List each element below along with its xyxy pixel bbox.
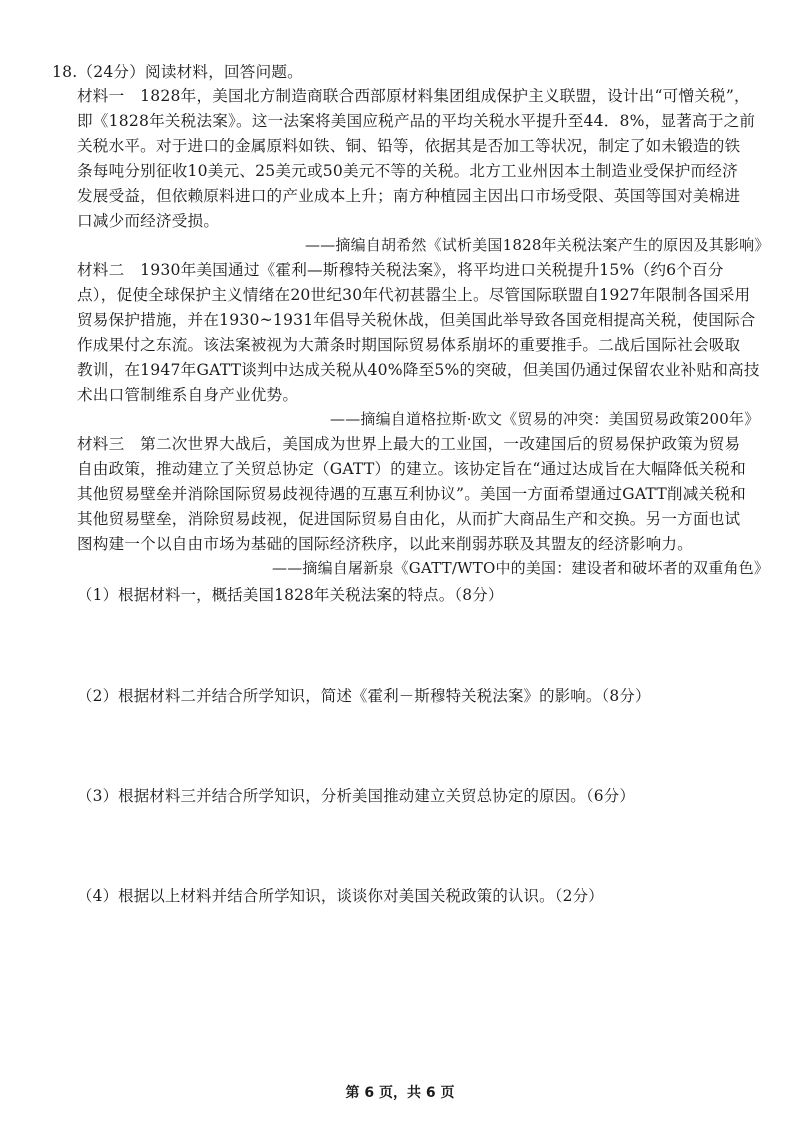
question-header: 18.（24分）阅读材料，回答问题。 xyxy=(52,63,303,81)
material-1-line: 关税水平。对于进口的金属原料如铁、铜、铅等，依据其是否加工等状况，制定了如未锻造的铁 xyxy=(77,137,741,155)
material-2-line: 贸易保护措施，并在1930~1931年倡导关税休战，但美国此举导致各国竞相提高关税，使国际合 xyxy=(77,311,756,329)
material-2-line: 教训，在1947年GATT谈判中达成关税从40%降至5%的突破，但美国仍通过保留农业补贴和高技 xyxy=(77,361,760,379)
material-2-line: 材料二 1930年美国通过《霍利—斯穆特关税法案》，将平均进口关税提升15%（约6个百分 xyxy=(77,261,724,279)
material-2-line: 作成果付之东流。该法案被视为大萧条时期国际贸易体系崩坏的重要推手。二战后国际社会吸取 xyxy=(77,336,741,354)
material-1-line: 发展受益，但依赖原料进口的产业成本上升；南方种植园主因出口市场受限、英国等国对美棉进 xyxy=(77,187,741,205)
material-3-line: 图构建一个以自由市场为基础的国际经济秩序，以此来削弱苏联及其盟友的经济影响力。 xyxy=(77,535,693,553)
material-3-line: 其他贸易壁垒，消除贸易歧视，促进国际贸易自由化，从而扩大商品生产和交换。另一方面也试 xyxy=(77,510,741,528)
sub-question-3: （3）根据材料三并结合所学知识，分析美国推动建立关贸总协定的原因。（6分） xyxy=(77,787,635,805)
material-3-line: 材料三 第二次世界大战后，美国成为世界上最大的工业国，一改建国后的贸易保护政策为贸易 xyxy=(77,435,741,453)
material-2-line: 点），促使全球保护主义情绪在20世纪30年代初甚嚣尘上。尽管国际联盟自1927年限制各国采用 xyxy=(77,286,751,304)
material-3-line: 自由政策，推动建立了关贸总协定（GATT）的建立。该协定旨在“通过达成旨在大幅降低关税和 xyxy=(77,460,746,478)
material-3-line: 其他贸易壁垒并消除国际贸易歧视待遇的互惠互利协议”。美国一方面希望通过GATT削减关税和 xyxy=(77,485,746,503)
material-3-source: ——摘编自屠新泉《GATT/WTO中的美国：建设者和破坏者的双重角色》 xyxy=(272,559,770,577)
sub-question-2: （2）根据材料二并结合所学知识，简述《霍利－斯穆特关税法案》的影响。（8分） xyxy=(77,687,651,705)
material-2-source: ——摘编自道格拉斯·欧文《贸易的冲突：美国贸易政策200年》 xyxy=(330,410,760,428)
material-1-source: ——摘编自胡希然《试析美国1828年关税法案产生的原因及其影响》 xyxy=(305,236,770,254)
material-1-line: 即《1828年关税法案》。这一法案将美国应税产品的平均关税水平提升至44．8%，显著高于之前 xyxy=(77,112,756,130)
sub-question-1: （1）根据材料一，概括美国1828年关税法案的特点。（8分） xyxy=(77,586,504,604)
material-1-line: 材料一 1828年，美国北方制造商联合西部原材料集团组成保护主义联盟，设计出“可憎关税”， xyxy=(77,87,750,105)
sub-question-4: （4）根据以上材料并结合所学知识，谈谈你对美国关税政策的认识。（2分） xyxy=(77,887,604,905)
page-footer: 第 6 页，共 6 页 xyxy=(345,1085,455,1101)
material-1-line: 条每吨分别征收10美元、25美元或50美元不等的关税。北方工业州因本土制造业受保护而经济 xyxy=(77,162,738,180)
material-2-line: 术出口管制维系自身产业优势。 xyxy=(77,386,299,404)
material-1-line: 口减少而经济受损。 xyxy=(77,212,220,230)
